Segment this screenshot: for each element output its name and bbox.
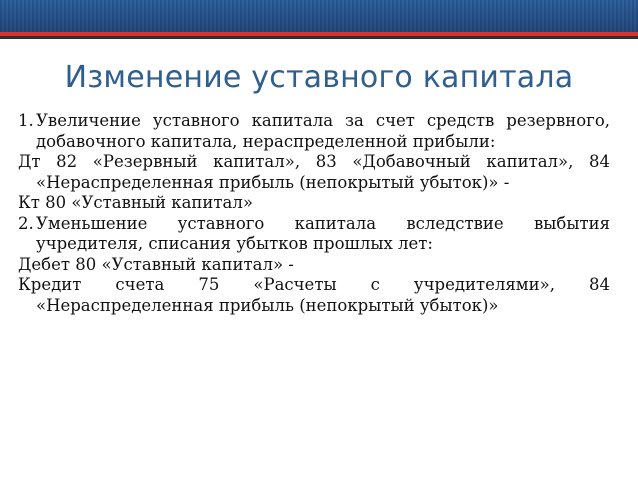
paragraph-item [18,214,610,255]
slide-title: Изменение уставного капитала [64,60,574,95]
paragraph-item [18,152,610,193]
header-accent-dark-line [0,36,638,39]
paragraph-item [18,111,610,152]
paragraph-text: Уменьшение уставного капитала вследствие выбытия учредителя, списания убытков прошлых лет: [36,213,610,253]
paragraph-text: Кредит счета 75 «Расчеты с учредителями», 84 «Нераспределенная прибыль (непокрытый убыток)» [18,275,610,315]
paragraph-text: Дебет 80 «Уставный капитал» - [18,254,294,274]
slide-body [18,111,610,316]
header-band-shade [0,0,638,32]
paragraph-number: 1. [18,111,34,130]
paragraph-text: Увеличение уставного капитала за счет средств резервного, добавочного капитала, нераспределенной прибыли: [36,111,610,151]
paragraph-item [18,255,610,276]
paragraph-number: 2. [18,213,34,233]
paragraph-text: Кт 80 «Уставный капитал» [18,193,253,212]
paragraph-item [18,193,610,214]
paragraph-text: Дт 82 «Резервный капитал», 83 «Добавочный капитал», 84 «Нераспределенная прибыль (непокрытый убыток)» - [18,152,610,192]
paragraph-item [18,275,610,316]
